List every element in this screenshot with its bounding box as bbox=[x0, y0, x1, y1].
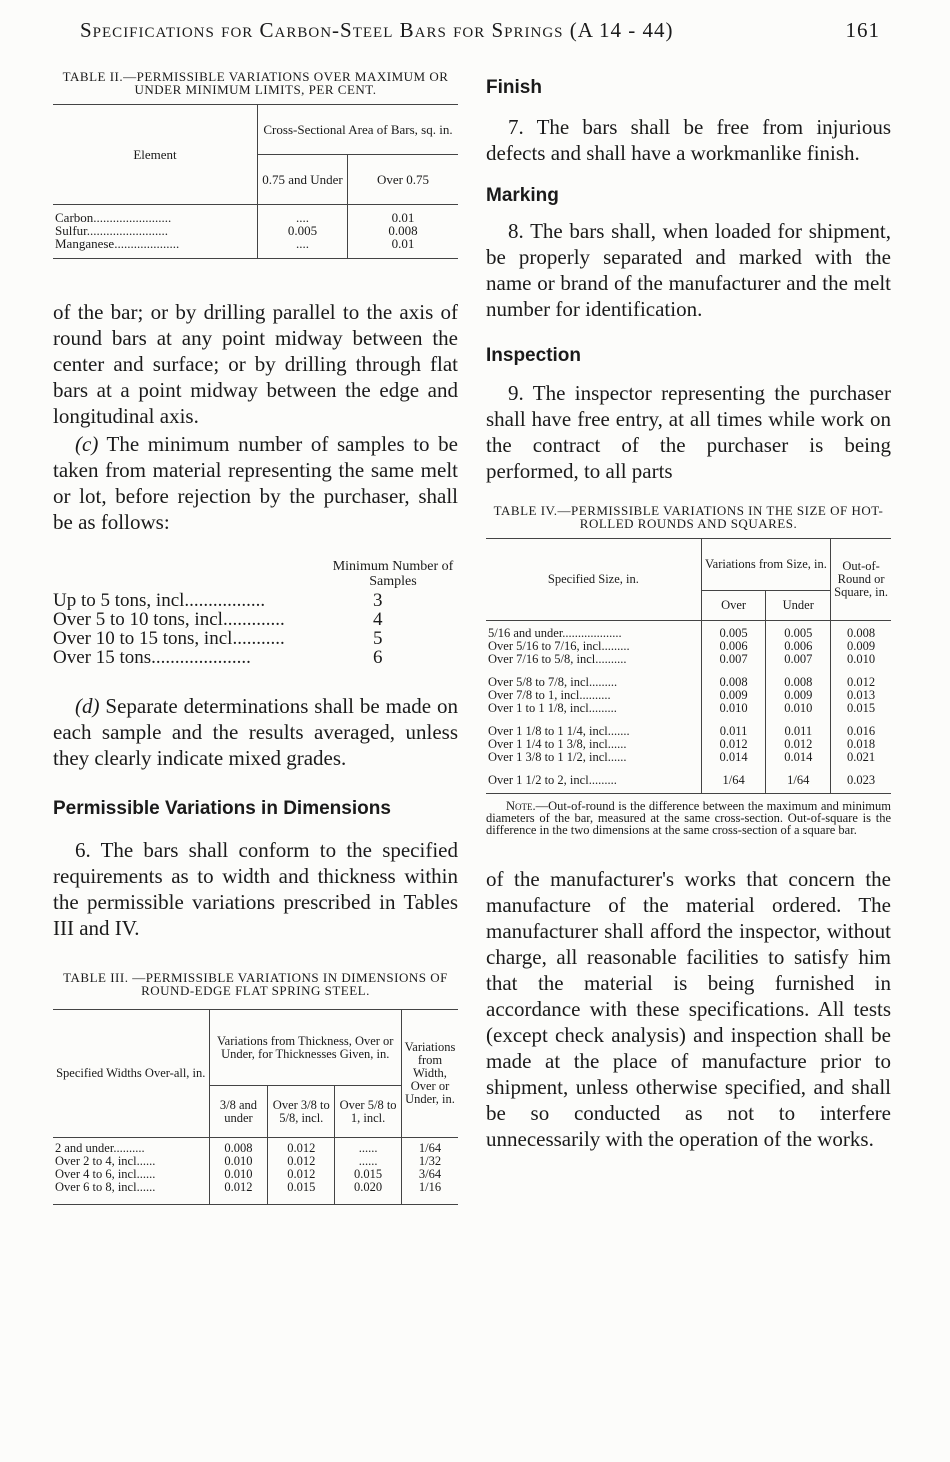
table3-cell: 0.012 bbox=[268, 1155, 335, 1168]
table-row: Over 1 to 1 1/8, incl......... 0.010 0.010 0.015 bbox=[486, 702, 891, 725]
paragraph-marking: 8. The bars shall, when loaded for shipment, be properly separated and marked with the name or brand of the manufacturer and the melt number for identification. bbox=[486, 219, 891, 321]
paragraph-samples-text: The minimum number of samples to be taken from material representing the same melt or lot, before rejection by the purchaser, shall be as follows: bbox=[53, 432, 458, 534]
paragraph-section-6: 6. The bars shall conform to the specified requirements as to width and thickness within the permissible variations prescribed in Tables III and IV. bbox=[53, 838, 458, 940]
table4-cell: 0.014 bbox=[701, 751, 766, 774]
table3-cell: 0.008 bbox=[209, 1138, 268, 1156]
table4-size: Over 1 1/4 to 1 3/8, incl bbox=[488, 737, 608, 751]
table-row: Over 4 to 6, incl...... 0.010 0.012 0.015 3/64 bbox=[53, 1168, 458, 1181]
table3-cell: 3/64 bbox=[418, 1167, 442, 1181]
table3-cell: 0.015 bbox=[335, 1168, 402, 1181]
table4-size: Over 7/16 to 5/8, incl bbox=[488, 652, 596, 666]
table3-cell: 0.012 bbox=[209, 1181, 268, 1205]
table4-caption: TABLE IV.—PERMISSIBLE VARIATIONS IN THE SIZE OF HOT-ROLLED ROUNDS AND SQUARES. bbox=[493, 503, 884, 531]
list-item: Up to 5 tons, incl................. 3 bbox=[53, 591, 458, 610]
sample-label: Up to 5 tons, incl bbox=[53, 591, 185, 610]
table4-size: Over 1 1/8 to 1 1/4, incl bbox=[488, 724, 608, 738]
table-row: Manganese.................... .... 0.01 bbox=[53, 237, 458, 259]
table-row: Over 2 to 4, incl...... 0.010 0.012 ...... 1/32 bbox=[53, 1155, 458, 1168]
table4-cell: 0.006 bbox=[701, 640, 766, 653]
table4-size: 5/16 and under bbox=[488, 626, 563, 640]
clause-label: (d) bbox=[75, 694, 100, 718]
table3-head-width-var: Variations from Width, Over or Under, in. bbox=[401, 1010, 458, 1138]
running-header bbox=[80, 18, 880, 43]
table4-cell: 0.016 bbox=[847, 724, 876, 738]
header-title: Specifications for Carbon-Steel Bars for Springs (A 14 - 44) bbox=[80, 18, 674, 42]
page-number: 161 bbox=[845, 18, 880, 42]
table3-head-widths: Specified Widths Over-all, in. bbox=[53, 1010, 209, 1138]
heading-inspection: Inspection bbox=[486, 345, 582, 366]
sample-value: 5 bbox=[373, 628, 383, 649]
table4-head-over: Over bbox=[701, 591, 766, 621]
table3-width: 2 and under bbox=[55, 1141, 114, 1155]
table3-width: Over 4 to 6, incl bbox=[55, 1167, 137, 1181]
paragraph-determinations-text: Separate determinations shall be made on each sample and the results averaged, unless they clearly indicate mixed grades. bbox=[53, 694, 458, 770]
table4-head-group: Variations from Size, in. bbox=[701, 539, 830, 591]
note-label: Note. bbox=[506, 799, 536, 813]
table4-size: Over 5/16 to 7/16, incl bbox=[488, 639, 602, 653]
table4-cell: 0.005 bbox=[766, 621, 831, 641]
table4-cell: 0.011 bbox=[701, 725, 766, 738]
sample-value: 6 bbox=[373, 647, 383, 668]
table-row: Over 6 to 8, incl...... 0.012 0.015 0.020 1/16 bbox=[53, 1181, 458, 1205]
table4-cell: 0.010 bbox=[847, 652, 876, 666]
table3-width: Over 2 to 4, incl bbox=[55, 1154, 137, 1168]
table4-cell: 0.014 bbox=[766, 751, 831, 774]
table3-head-t3: Over 5/8 to 1, incl. bbox=[335, 1086, 402, 1138]
table4-cell: 0.012 bbox=[766, 738, 831, 751]
sample-value: 3 bbox=[373, 590, 383, 611]
sample-label: Over 15 tons bbox=[53, 648, 152, 667]
table2-caption: TABLE II.—PERMISSIBLE VARIATIONS OVER MAXIMUM OR UNDER MINIMUM LIMITS, PER CENT. bbox=[62, 69, 449, 97]
list-item: Over 10 to 15 tons, incl........... 5 bbox=[53, 629, 458, 648]
table4-note bbox=[486, 800, 891, 836]
table4-size: Over 5/8 to 7/8, incl bbox=[488, 675, 590, 689]
table3-caption: TABLE III. —PERMISSIBLE VARIATIONS IN DIMENSIONS OF ROUND-EDGE FLAT SPRING STEEL. bbox=[63, 970, 448, 998]
table2-head-col1: 0.75 and Under bbox=[258, 155, 348, 205]
left-column bbox=[53, 70, 458, 1205]
table4-head-oor: Out-of-Round or Square, in. bbox=[831, 539, 891, 621]
table4-cell: 0.012 bbox=[701, 738, 766, 751]
table4-cell: 0.009 bbox=[847, 639, 876, 653]
table-row: Over 5/8 to 7/8, incl......... 0.008 0.008 0.012 bbox=[486, 676, 891, 689]
table2-cell: 0.01 bbox=[391, 236, 415, 251]
table4-cell: 0.008 bbox=[766, 676, 831, 689]
table2-head-col2: Over 0.75 bbox=[348, 155, 459, 205]
table2 bbox=[53, 104, 458, 259]
paragraph-determinations bbox=[53, 693, 458, 771]
table4-cell: 0.011 bbox=[766, 725, 831, 738]
table4-size: Over 1 3/8 to 1 1/2, incl bbox=[488, 750, 608, 764]
table4-cell: 1/64 bbox=[766, 774, 831, 794]
table4-cell: 0.021 bbox=[847, 750, 876, 764]
table-row: Over 1 1/2 to 2, incl......... 1/64 1/64 0.023 bbox=[486, 774, 891, 794]
table2-head-group: Cross-Sectional Area of Bars, sq. in. bbox=[258, 105, 459, 155]
table3-cell: 0.010 bbox=[209, 1155, 268, 1168]
list-item: Over 5 to 10 tons, incl............. 4 bbox=[53, 610, 458, 629]
table3-cell: 1/64 bbox=[418, 1141, 442, 1155]
table4-cell: 0.010 bbox=[701, 702, 766, 725]
table4-cell: 0.010 bbox=[766, 702, 831, 725]
paragraph-finish: 7. The bars shall be free from injurious defects and shall have a workmanlike finish. bbox=[486, 115, 891, 165]
table4-size: Over 7/8 to 1, incl bbox=[488, 688, 580, 702]
table3-cell: 0.020 bbox=[335, 1181, 402, 1205]
paragraph-drilling: of the bar; or by drilling parallel to the axis of round bars at any point midway between the center and surface; or by drilling through flat bars at a point midway between the edge and longitudinal axis. bbox=[53, 300, 458, 428]
samples-list bbox=[53, 591, 458, 667]
table4-head-under: Under bbox=[766, 591, 831, 621]
right-column bbox=[486, 76, 891, 1152]
heading-marking: Marking bbox=[486, 185, 559, 206]
table4-size: Over 1 to 1 1/8, incl bbox=[488, 701, 589, 715]
table3 bbox=[53, 1009, 458, 1205]
note-text: —Out-of-round is the difference between the maximum and minimum diameters of the bar, measured at the same cross-section. Out-of-square is the difference in the two dimensions at the same cross-section of a square bar. bbox=[486, 799, 891, 837]
table4-cell: 0.006 bbox=[766, 640, 831, 653]
table-row: Over 5/16 to 7/16, incl......... 0.006 0.006 0.009 bbox=[486, 640, 891, 653]
table3-cell: 0.012 bbox=[268, 1168, 335, 1181]
table2-head-element: Element bbox=[53, 105, 258, 205]
table4-cell: 0.012 bbox=[847, 675, 876, 689]
table4-cell: 0.007 bbox=[701, 653, 766, 676]
table4-cell: 0.015 bbox=[847, 701, 876, 715]
table-row: Over 1 3/8 to 1 1/2, incl...... 0.014 0.014 0.021 bbox=[486, 751, 891, 774]
table3-cell: 1/16 bbox=[418, 1180, 442, 1194]
table2-cell: 0.005 bbox=[258, 224, 348, 237]
table-row: Over 1 1/4 to 1 3/8, incl...... 0.012 0.012 0.018 bbox=[486, 738, 891, 751]
table3-head-thick-group: Variations from Thickness, Over or Under, for Thicknesses Given, in. bbox=[209, 1010, 401, 1086]
table-row: 2 and under.......... 0.008 0.012 ...... 1/64 bbox=[53, 1138, 458, 1156]
table4-cell: 0.009 bbox=[766, 689, 831, 702]
table4-size: Over 1 1/2 to 2, incl bbox=[488, 773, 589, 787]
table4-cell: 0.008 bbox=[847, 626, 876, 640]
table3-head-t2: Over 3/8 to 5/8, incl. bbox=[268, 1086, 335, 1138]
table3-head-t1: 3/8 and under bbox=[209, 1086, 268, 1138]
table4 bbox=[486, 538, 891, 794]
sample-label: Over 5 to 10 tons, incl bbox=[53, 610, 223, 629]
table-row: Sulfur......................... 0.005 0.008 bbox=[53, 224, 458, 237]
table3-width: Over 6 to 8, incl bbox=[55, 1180, 137, 1194]
table-row: 5/16 and under................... 0.005 0.005 0.008 bbox=[486, 621, 891, 641]
table-row: Over 7/8 to 1, incl.......... 0.009 0.009 0.013 bbox=[486, 689, 891, 702]
table-row: Carbon........................ .... 0.01 bbox=[53, 205, 458, 225]
heading-permissible-variations: Permissible Variations in Dimensions bbox=[53, 798, 391, 819]
table4-cell: 0.023 bbox=[847, 773, 876, 787]
table2-cell: .... bbox=[258, 205, 348, 225]
table2-cell: 0.008 bbox=[388, 223, 418, 238]
heading-finish: Finish bbox=[486, 77, 542, 98]
table-row: Over 7/16 to 5/8, incl.......... 0.007 0.007 0.010 bbox=[486, 653, 891, 676]
sample-label: Over 10 to 15 tons, incl bbox=[53, 629, 233, 648]
table3-cell: 1/32 bbox=[418, 1154, 442, 1168]
paragraph-inspection: 9. The inspector representing the purchaser shall have free entry, at all times while work on the contract of the purchaser is being performed, to all parts bbox=[486, 381, 891, 483]
table2-cell: .... bbox=[258, 237, 348, 259]
table4-cell: 0.005 bbox=[701, 621, 766, 641]
table4-head-size: Specified Size, in. bbox=[486, 539, 701, 621]
table4-cell: 0.013 bbox=[847, 688, 876, 702]
table4-cell: 0.018 bbox=[847, 737, 876, 751]
table2-cell: 0.01 bbox=[391, 210, 415, 225]
table3-cell: 0.012 bbox=[268, 1138, 335, 1156]
paragraph-works: of the manufacturer's works that concern the manufacture of the material ordered. The manufacturer shall afford the inspector, without charge, all reasonable facilities to satisfy him that the material is being furnished in accordance with these specifications. All tests (except check analysis) and inspection shall be made at the place of manufacture prior to shipment, unless otherwise specified, and shall be so conducted as not to interfere unnecessarily with the operation of the works. bbox=[486, 867, 891, 1151]
table4-cell: 0.009 bbox=[701, 689, 766, 702]
table4-cell: 0.008 bbox=[701, 676, 766, 689]
table4-cell: 0.007 bbox=[766, 653, 831, 676]
samples-header: Minimum Number of Samples bbox=[332, 559, 454, 589]
table3-cell: 0.010 bbox=[209, 1168, 268, 1181]
table3-cell: 0.015 bbox=[268, 1181, 335, 1205]
paragraph-samples bbox=[53, 431, 458, 535]
clause-label: (c) bbox=[75, 432, 99, 456]
table2-element: Carbon bbox=[55, 210, 94, 225]
list-item: Over 15 tons..................... 6 bbox=[53, 648, 458, 667]
table2-element: Manganese bbox=[55, 236, 115, 251]
sample-value: 4 bbox=[373, 609, 383, 630]
table4-cell: 1/64 bbox=[701, 774, 766, 794]
table-row: Over 1 1/8 to 1 1/4, incl....... 0.011 0.011 0.016 bbox=[486, 725, 891, 738]
table2-element: Sulfur bbox=[55, 223, 87, 238]
